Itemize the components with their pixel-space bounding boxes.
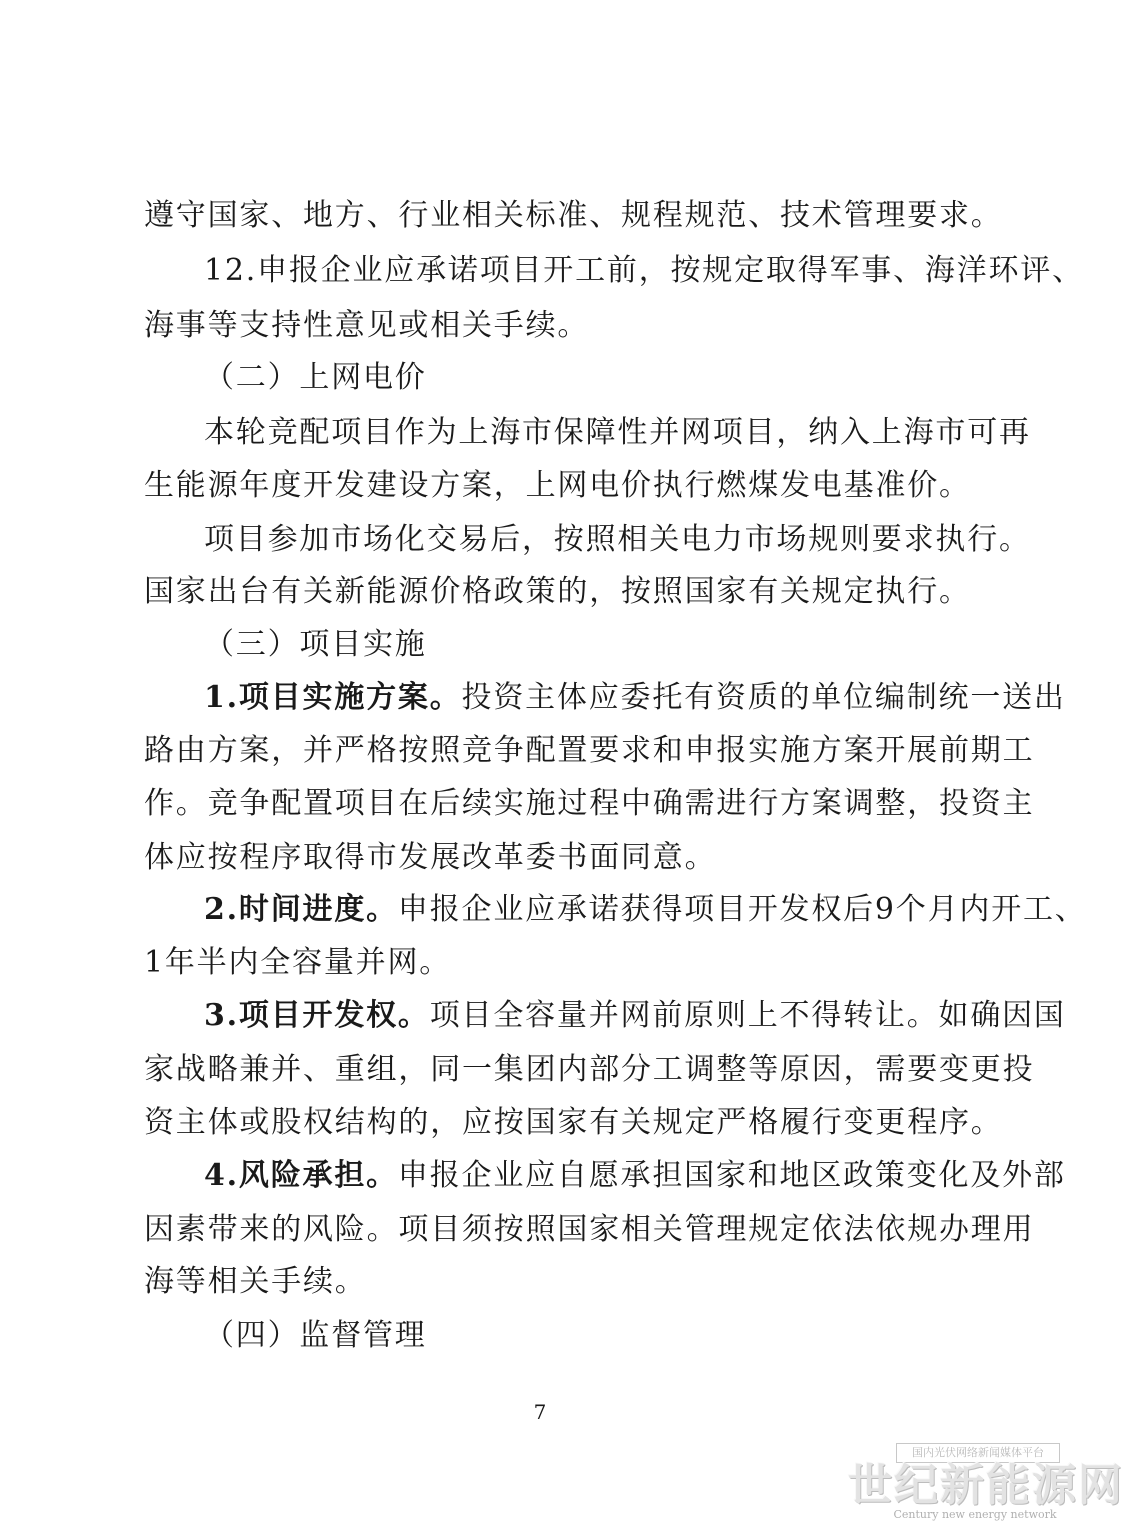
paragraph-line: 1年半内全容量并网。: [144, 945, 452, 980]
watermark-english: Century new energy network: [893, 1508, 1057, 1521]
bold-lead: 4.风险承担。: [204, 1158, 398, 1193]
page-number: 7: [533, 1400, 547, 1424]
paragraph-text: 申报企业应自愿承担国家和地区政策变化及外部: [397, 1158, 1066, 1193]
paragraph-line: 遵守国家、地方、行业相关标准、规程规范、技术管理要求。: [144, 198, 1003, 233]
paragraph-line: 项目参加市场化交易后，按照相关电力市场规则要求执行。: [204, 522, 1031, 557]
section-heading: （二）上网电价: [204, 360, 427, 395]
paragraph-line: 生能源年度开发建设方案，上网电价执行燃煤发电基准价。: [144, 468, 971, 503]
paragraph-line: [204, 678, 1066, 718]
bold-lead: 1.项目实施方案。: [204, 680, 462, 715]
paragraph-line: 海事等支持性意见或相关手续。: [144, 308, 590, 343]
paragraph-line: 12.申报企业应承诺项目开工前，按规定取得军事、海洋环评、: [204, 253, 1084, 288]
paragraph-line: 因素带来的风险。项目须按照国家相关管理规定依法依规办理用: [144, 1212, 1035, 1247]
paragraph-line: 国家出台有关新能源价格政策的，按照国家有关规定执行。: [144, 574, 971, 609]
paragraph-line: 海等相关手续。: [144, 1264, 367, 1299]
bold-lead: 2.时间进度。: [204, 892, 398, 927]
paragraph-text: 申报企业应承诺获得项目开发权后9个月内开工、: [397, 892, 1087, 927]
paragraph-line: 资主体或股权结构的，应按国家有关规定严格履行变更程序。: [144, 1105, 1003, 1140]
section-heading: （三）项目实施: [204, 627, 427, 662]
watermark-logo: 世纪新能源网: [848, 1460, 1124, 1511]
paragraph-line: 家战略兼并、重组，同一集团内部分工调整等原因，需要变更投: [144, 1052, 1035, 1087]
paragraph-line: 本轮竞配项目作为上海市保障性并网项目，纳入上海市可再: [204, 415, 1031, 450]
paragraph-line: [204, 890, 1087, 930]
paragraph-line: [204, 996, 1066, 1036]
paragraph-text: 投资主体应委托有资质的单位编制统一送出: [461, 680, 1066, 715]
paragraph-line: [204, 1156, 1066, 1196]
bold-lead: 3.项目开发权。: [204, 998, 430, 1033]
paragraph-line: 作。竞争配置项目在后续实施过程中确需进行方案调整，投资主: [144, 786, 1035, 821]
paragraph-line: 体应按程序取得市发展改革委书面同意。: [144, 840, 717, 875]
paragraph-text: 项目全容量并网前原则上不得转让。如确因国: [429, 998, 1066, 1033]
paragraph-line: 路由方案，并严格按照竞争配置要求和申报实施方案开展前期工: [144, 733, 1035, 768]
watermark-tagline: 国内光伏网络新闻媒体平台: [896, 1443, 1060, 1463]
section-heading: （四）监督管理: [204, 1318, 427, 1353]
